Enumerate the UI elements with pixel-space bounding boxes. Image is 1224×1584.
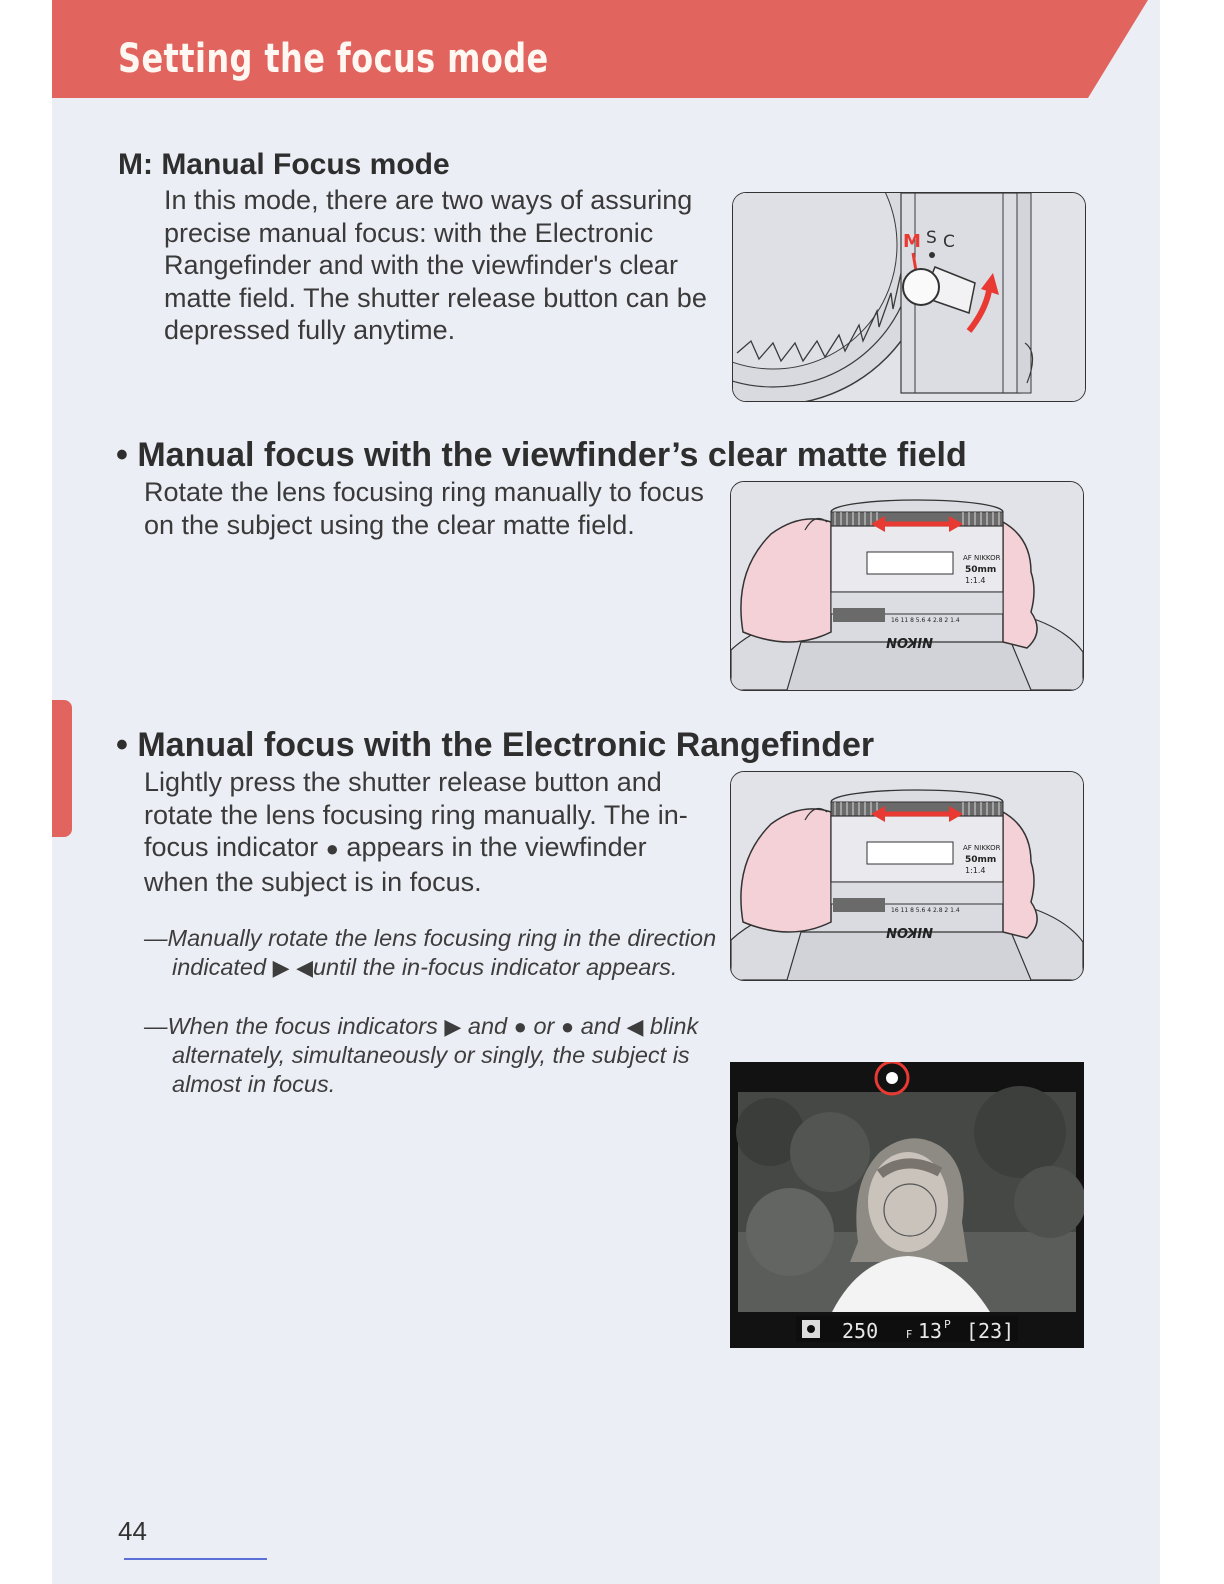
rangefinder-note-1	[144, 924, 732, 982]
lens-rotation-illustration-matte	[730, 481, 1084, 691]
note2-text-c: or	[533, 1013, 555, 1039]
lens-scale-lower: 16 11 8 5.6 4 2.8 2 1.4	[891, 617, 960, 624]
footer-link-underline	[124, 1558, 267, 1560]
lcd-exposure-mode: P	[944, 1318, 951, 1331]
page-number: 44	[118, 1516, 147, 1546]
lcd-frame-counter: [23]	[966, 1319, 1015, 1343]
rangefinder-note-2	[144, 1012, 732, 1099]
clear-matte-body: Rotate the lens focusing ring manually to focus on the subject using the clear matte field.	[144, 477, 704, 540]
lcd-shutter-speed: 250	[842, 1319, 879, 1343]
manual-focus-heading: M: Manual Focus mode	[118, 148, 450, 181]
note2-text-b: and	[467, 1013, 508, 1039]
lens-brand: NIKON	[886, 924, 933, 939]
note1-text-b: until the in-focus indicator appears.	[312, 954, 678, 980]
lcd-f-prefix: F	[906, 1328, 913, 1341]
rangefinder-body-part2: appears in the viewfinder when the subject is in focus.	[144, 832, 647, 897]
manual-page	[52, 0, 1160, 1584]
left-arrow-indicator-icon: ◀	[296, 955, 313, 980]
lens-hand-drawing-rangefinder	[731, 772, 1083, 980]
section-tab-marker	[52, 700, 72, 837]
rangefinder-body	[144, 766, 704, 898]
lens-model-line2: 50mm	[965, 855, 997, 865]
in-focus-dot-icon: ●	[325, 836, 339, 861]
lens-model-line1: AF NIKKOR	[963, 554, 1001, 562]
page-title: Setting the focus mode	[118, 36, 549, 82]
lens-scale-lower: 16 11 8 5.6 4 2.8 2 1.4	[891, 907, 960, 914]
focus-mode-selector-illustration	[732, 192, 1086, 402]
rangefinder-body-part1: Lightly press the shutter release button and rotate the lens focusing ring manually. The in-focus indicator	[144, 767, 688, 862]
in-focus-dot-icon: ●	[560, 1014, 575, 1039]
in-focus-dot-icon: ●	[513, 1014, 527, 1039]
lcd-aperture: 13	[918, 1319, 943, 1343]
dial-label-c: C	[943, 232, 955, 252]
lens-brand: NIKON	[886, 634, 933, 649]
lens-model-line2: 50mm	[965, 565, 997, 575]
viewfinder-drawing	[730, 1062, 1084, 1348]
lens-hand-drawing-matte	[731, 482, 1083, 690]
lens-rotation-illustration-rangefinder	[730, 771, 1084, 981]
manual-focus-intro: In this mode, there are two ways of assuring precise manual focus: with the Electronic Rangefinder and with the viewfinder's clear matte field. The shutter release button can be depressed fully anytime.	[164, 185, 707, 345]
dial-label-m: M	[903, 231, 921, 252]
clear-matte-heading: • Manual focus with the viewfinder’s clear matte field	[116, 436, 967, 474]
viewfinder-display	[730, 1062, 1084, 1348]
lens-model-line1: AF NIKKOR	[963, 844, 1001, 852]
right-arrow-indicator-icon: ▶	[272, 955, 290, 980]
note2-text-a: —When the focus indicators	[144, 1013, 438, 1039]
rangefinder-heading: • Manual focus with the Electronic Rangefinder	[116, 726, 875, 764]
right-arrow-indicator-icon: ▶	[444, 1014, 462, 1039]
note1-text-a: —Manually rotate the lens focusing ring in the direction indicated	[144, 925, 717, 980]
lens-model-line3: 1:1.4	[965, 866, 986, 875]
dial-label-s: S	[926, 228, 937, 248]
note2-text-e: blink alternately, simultaneously or singly, the subject is almost in focus.	[172, 1013, 699, 1097]
left-arrow-indicator-icon: ◀	[626, 1014, 644, 1039]
lens-model-line3: 1:1.4	[965, 576, 986, 585]
focus-mode-dial-drawing	[733, 193, 1085, 401]
note2-text-d: and	[580, 1013, 620, 1039]
